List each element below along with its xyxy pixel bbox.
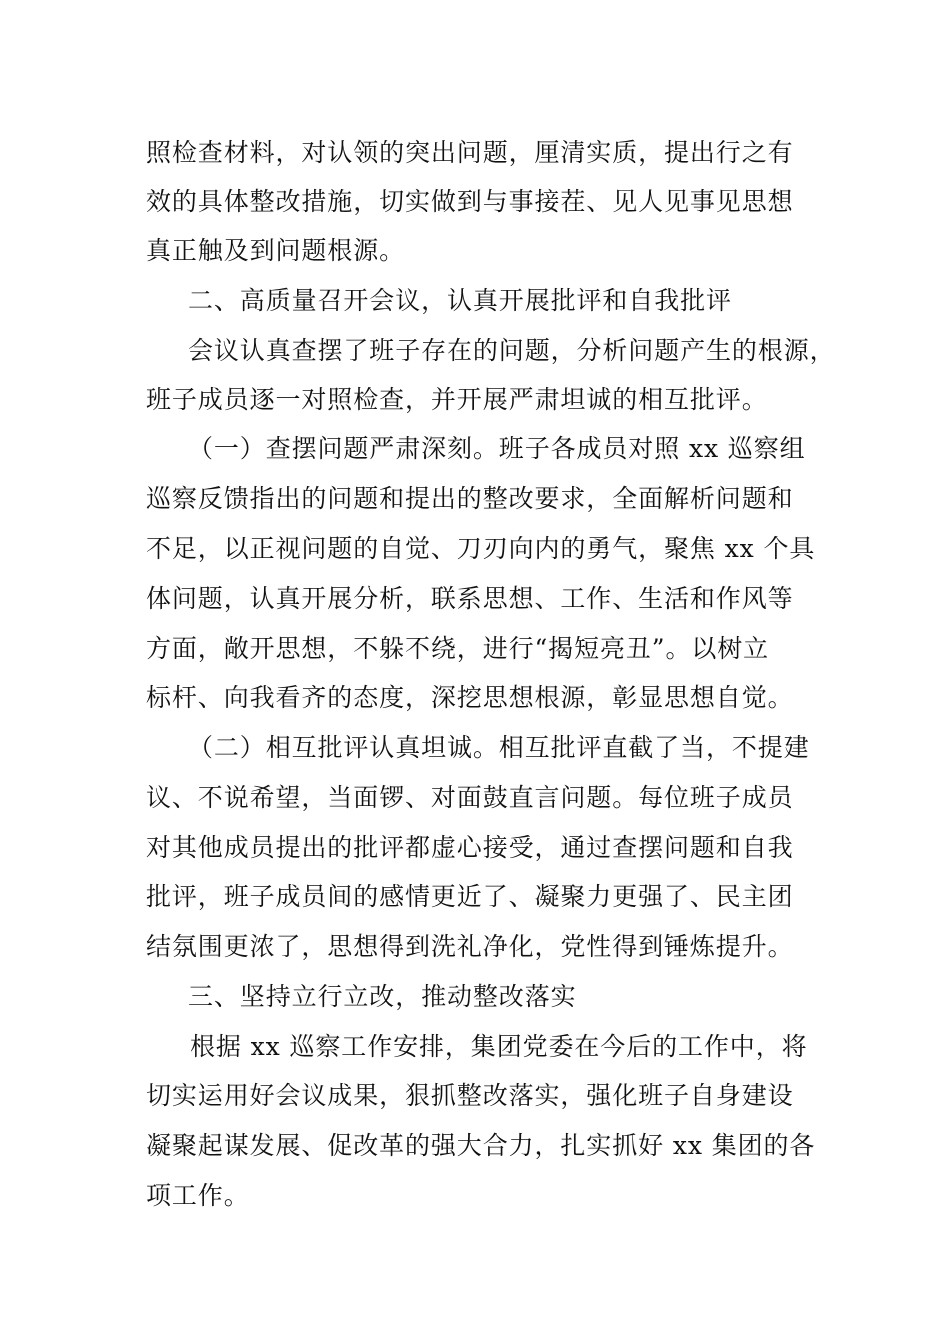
paragraph-continued-line: 效的具体整改措施，切实做到与事接茬、见人见事见思想 [146, 187, 794, 216]
subsection-1-line: 不足，以正视问题的自觉、刀刃向内的勇气，聚焦 xx 个具 [146, 534, 816, 563]
section-2-intro-line: 会议认真查摆了班子存在的问题，分析问题产生的根源， [188, 336, 836, 365]
section-heading-2: 二、高质量召开会议，认真开展批评和自我批评 [188, 286, 732, 315]
subsection-2-line: 对其他成员提出的批评都虚心接受，通过查摆问题和自我 [146, 833, 794, 862]
subsection-1-line: （一）查摆问题严肃深刻。班子各成员对照 xx 巡察组 [188, 434, 806, 463]
subsection-2-line: （二）相互批评认真坦诚。相互批评直截了当，不提建 [188, 733, 810, 762]
section-3-body-line: 切实运用好会议成果，狠抓整改落实，强化班子自身建设 [146, 1081, 794, 1110]
subsection-1-line: 方面，敞开思想，不躲不绕，进行“揭短亮丑”。以树立 [146, 634, 770, 663]
section-2-intro-line: 班子成员逐一对照检查，并开展严肃坦诚的相互批评。 [146, 385, 768, 414]
subsection-1-line: 巡察反馈指出的问题和提出的整改要求，全面解析问题和 [146, 484, 794, 513]
section-3-body-line: 项工作。 [146, 1181, 250, 1210]
paragraph-continued-line: 真正触及到问题根源。 [146, 236, 406, 265]
section-3-body-line: 根据 xx 巡察工作安排，集团党委在今后的工作中，将 [190, 1032, 808, 1061]
subsection-1-line: 体问题，认真开展分析，联系思想、工作、生活和作风等 [146, 584, 794, 613]
subsection-2-line: 结氛围更浓了，思想得到洗礼净化，党性得到锤炼提升。 [146, 932, 794, 961]
subsection-2-line: 批评，班子成员间的感情更近了、凝聚力更强了、民主团 [146, 882, 794, 911]
subsection-2-line: 议、不说希望，当面锣、对面鼓直言问题。每位班子成员 [146, 783, 794, 812]
paragraph-continued-line: 照检查材料，对认领的突出问题，厘清实质，提出行之有 [146, 138, 794, 167]
subsection-1-line: 标杆、向我看齐的态度，深挖思想根源，彰显思想自觉。 [146, 683, 794, 712]
section-heading-3: 三、坚持立行立改，推动整改落实 [188, 982, 577, 1011]
section-3-body-line: 凝聚起谋发展、促改革的强大合力，扎实抓好 xx 集团的各 [146, 1131, 816, 1160]
